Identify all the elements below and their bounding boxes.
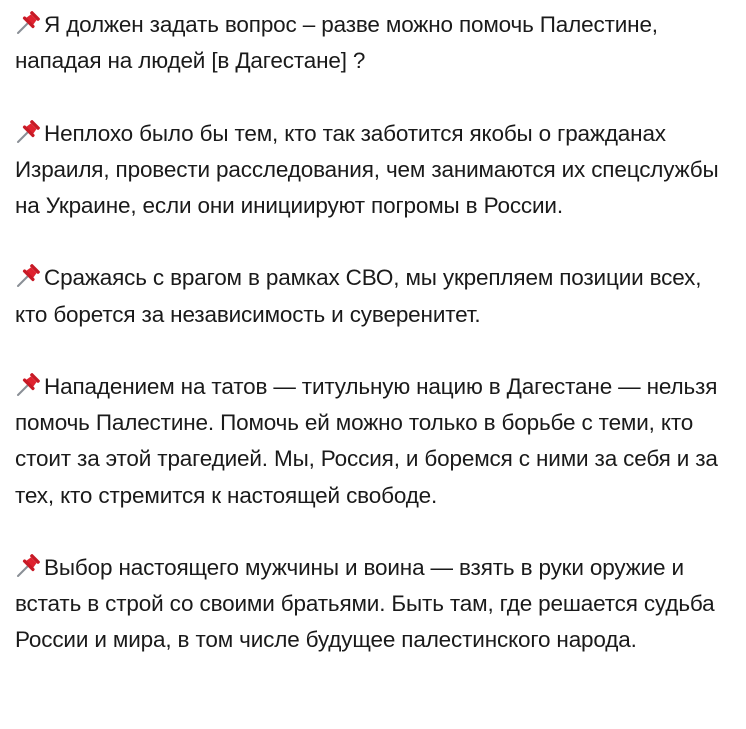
pushpin-icon: [15, 371, 43, 397]
paragraph-text: Неплохо было бы тем, кто так заботится якобы о гражданах Израиля, провести расследования, чем занимаются их спецслужбы на Украине, если они инициируют погромы в России.: [15, 120, 719, 218]
paragraph-1: [15, 7, 739, 79]
pushpin-icon: [15, 552, 43, 578]
paragraph-5: [15, 550, 739, 659]
paragraph-text: Нападением на татов — титульную нацию в Дагестане — нельзя помочь Палестине. Помочь ей можно только в борьбе с теми, кто стоит за этой трагедией. Мы, Россия, и боремся с ними за себя и за тех, кто стремится к настоящей свободе.: [15, 373, 718, 508]
paragraph-4: [15, 369, 739, 514]
message-body: [15, 7, 739, 659]
paragraph-2: [15, 116, 739, 225]
pushpin-icon: [15, 9, 43, 35]
paragraph-text: Сражаясь с врагом в рамках СВО, мы укрепляем позиции всех, кто борется за независимость и суверенитет.: [15, 265, 702, 327]
paragraph-3: [15, 260, 739, 332]
paragraph-text: Выбор настоящего мужчины и воина — взять в руки оружие и встать в строй со своими братьями. Быть там, где решается судьба России и мира, в том числе будущее палестинского народа.: [15, 554, 715, 653]
pushpin-icon: [15, 262, 43, 288]
paragraph-text: Я должен задать вопрос – разве можно помочь Палестине, нападая на людей [в Дагестане] ?: [15, 12, 658, 74]
pushpin-icon: [15, 118, 43, 144]
